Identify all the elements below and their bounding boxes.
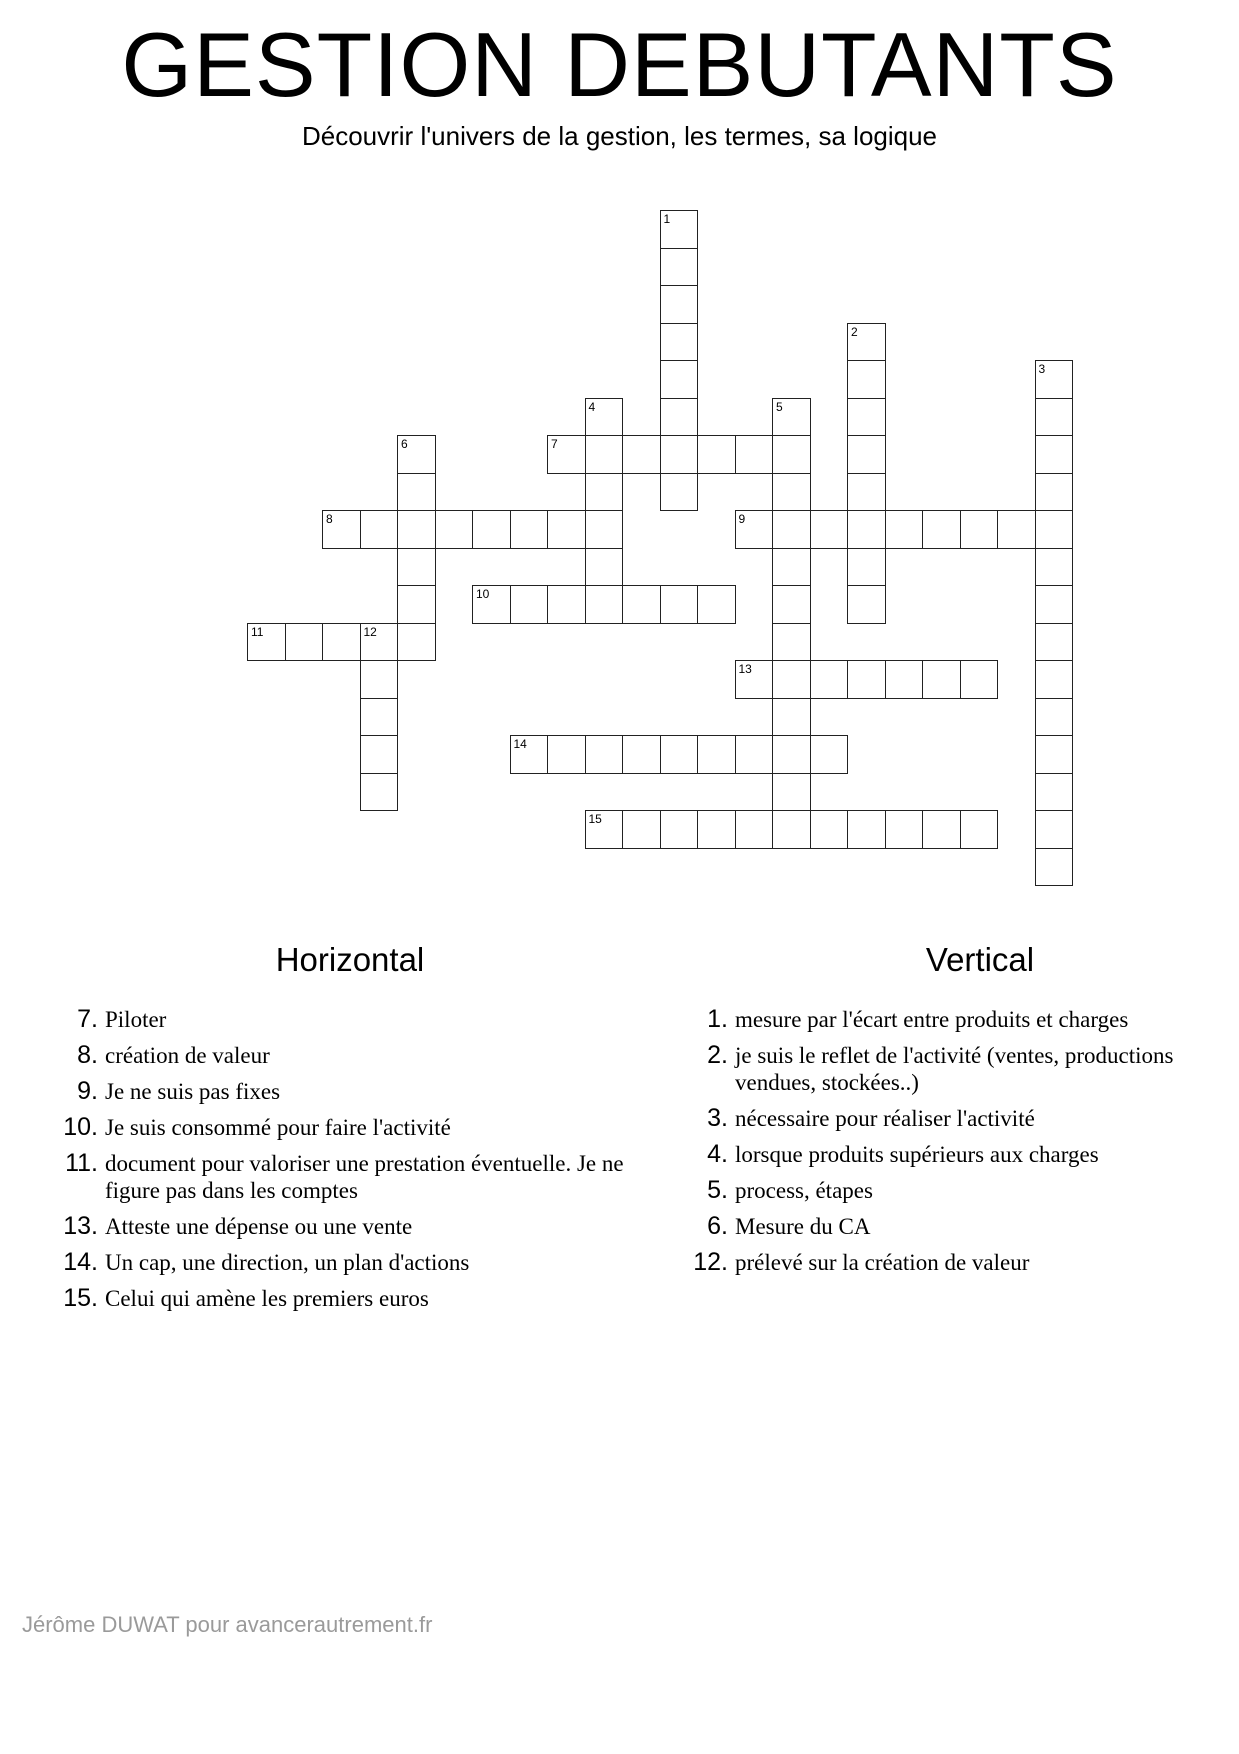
- cell-number: 13: [738, 662, 752, 676]
- crossword-cell[interactable]: [585, 585, 624, 624]
- cell-number: 1: [663, 212, 671, 226]
- crossword-cell[interactable]: [585, 810, 624, 849]
- cell-number: 12: [363, 624, 377, 639]
- clue-text: lorsque produits supérieurs aux charges: [735, 1142, 1099, 1167]
- clue-text: document pour valoriser une prestation éventuelle. Je ne: [105, 1151, 624, 1176]
- crossword-cell[interactable]: [735, 660, 774, 699]
- clue-number: 9.: [77, 1077, 98, 1105]
- clue-text: mesure par l'écart entre produits et charges: [735, 1007, 1129, 1032]
- horizontal-clue: [40, 1042, 680, 1069]
- cell-number: 2: [851, 324, 858, 339]
- clue-text: Je suis consommé pour faire l'activité: [105, 1115, 451, 1140]
- clue-number: 14.: [63, 1248, 98, 1276]
- crossword-cell[interactable]: [735, 435, 774, 474]
- vertical-clue: [670, 1177, 1211, 1204]
- horizontal-heading: Horizontal: [275, 941, 425, 978]
- crossword-cell[interactable]: [510, 510, 549, 549]
- crossword-cell[interactable]: [847, 435, 886, 474]
- clue-text: Un cap, une direction, un plan d'actions: [105, 1250, 470, 1275]
- crossword-cell[interactable]: [547, 585, 586, 624]
- crossword-cell[interactable]: [585, 398, 624, 437]
- cell-number: 9: [738, 512, 746, 526]
- crossword-cell[interactable]: [847, 473, 886, 512]
- clue-text: nécessaire pour réaliser l'activité: [735, 1106, 1035, 1131]
- crossword-cell[interactable]: [697, 585, 736, 624]
- crossword-cell[interactable]: [735, 735, 774, 774]
- cell-number: 3: [1038, 362, 1046, 376]
- horizontal-clue: [40, 1285, 680, 1312]
- crossword-cell[interactable]: [847, 585, 886, 624]
- clue-text: Je ne suis pas fixes: [105, 1079, 281, 1104]
- crossword-cell[interactable]: [397, 548, 436, 587]
- crossword-cell[interactable]: [1035, 698, 1074, 737]
- crossword-cell[interactable]: [847, 398, 886, 437]
- crossword-cell[interactable]: [622, 585, 661, 624]
- vertical-clue: [670, 1042, 1211, 1096]
- cell-number: 5: [776, 399, 783, 414]
- clue-text: Mesure du CA: [735, 1214, 871, 1239]
- clue-number: 6.: [707, 1212, 728, 1240]
- crossword-cell[interactable]: [397, 623, 436, 662]
- clue-text: Piloter: [105, 1007, 167, 1032]
- cell-number: 10: [476, 587, 490, 601]
- horizontal-clue: [40, 1006, 680, 1033]
- crossword-cell[interactable]: [585, 473, 624, 512]
- clue-text: je suis le reflet de l'activité (ventes, productions: [735, 1043, 1174, 1068]
- clue-number: 2.: [707, 1041, 728, 1069]
- crossword-cell[interactable]: [772, 773, 811, 812]
- crossword-cell[interactable]: [1035, 773, 1074, 812]
- crossword-cell[interactable]: [772, 810, 811, 849]
- crossword-cell[interactable]: [772, 585, 811, 624]
- horizontal-clue-list: [40, 1006, 680, 1321]
- clue-number: 13.: [63, 1212, 98, 1240]
- crossword-cell[interactable]: [847, 510, 886, 549]
- crossword-cell[interactable]: [847, 323, 886, 362]
- crossword-cell[interactable]: [1035, 585, 1074, 624]
- crossword-cell[interactable]: [585, 735, 624, 774]
- crossword-cell[interactable]: [922, 810, 961, 849]
- crossword-cell[interactable]: [585, 435, 624, 474]
- clue-text: prélevé sur la création de valeur: [735, 1250, 1030, 1275]
- crossword-cell[interactable]: [772, 473, 811, 512]
- clue-text: vendues, stockées..): [735, 1070, 919, 1095]
- clue-number: 15.: [63, 1284, 98, 1312]
- crossword-cell[interactable]: [247, 623, 286, 662]
- crossword-cell[interactable]: [360, 660, 399, 699]
- clue-number: 5.: [707, 1176, 728, 1204]
- clue-number: 3.: [707, 1104, 728, 1132]
- crossword-cell[interactable]: [472, 510, 511, 549]
- crossword-cell[interactable]: [772, 660, 811, 699]
- crossword-cell[interactable]: [285, 623, 324, 662]
- crossword-cell[interactable]: [510, 735, 549, 774]
- crossword-cell[interactable]: [1035, 473, 1074, 512]
- crossword-cell[interactable]: [697, 735, 736, 774]
- crossword-cell[interactable]: [360, 773, 399, 812]
- crossword-cell[interactable]: [697, 810, 736, 849]
- crossword-cell[interactable]: [772, 698, 811, 737]
- horizontal-clue: [40, 1114, 680, 1141]
- crossword-cell[interactable]: [547, 435, 586, 474]
- horizontal-clue: [40, 1249, 680, 1276]
- cell-number: 7: [551, 437, 558, 451]
- clue-text: Celui qui amène les premiers euros: [105, 1286, 429, 1311]
- crossword-cell[interactable]: [772, 735, 811, 774]
- crossword-cell[interactable]: [660, 398, 699, 437]
- clue-text: process, étapes: [735, 1178, 873, 1203]
- crossword-cell[interactable]: [922, 660, 961, 699]
- crossword-cell[interactable]: [622, 735, 661, 774]
- crossword-cell[interactable]: [772, 510, 811, 549]
- vertical-clue: [670, 1105, 1211, 1132]
- crossword-cell[interactable]: [885, 810, 924, 849]
- crossword-cell[interactable]: [322, 623, 361, 662]
- crossword-cell[interactable]: [735, 810, 774, 849]
- crossword-cell[interactable]: [397, 473, 436, 512]
- crossword-cell[interactable]: [660, 323, 699, 362]
- crossword-cell[interactable]: [360, 623, 399, 662]
- crossword-cell[interactable]: [1035, 848, 1074, 887]
- cell-number: 14: [513, 737, 527, 751]
- crossword-cell[interactable]: [885, 510, 924, 549]
- crossword-cell[interactable]: [660, 585, 699, 624]
- crossword-cell[interactable]: [397, 510, 436, 549]
- crossword-cell[interactable]: [360, 510, 399, 549]
- crossword-cell[interactable]: [735, 510, 774, 549]
- crossword-cell[interactable]: [1035, 435, 1074, 474]
- crossword-cell[interactable]: [1035, 548, 1074, 587]
- crossword-cell[interactable]: [622, 435, 661, 474]
- crossword-cell[interactable]: [1035, 398, 1074, 437]
- crossword-cell[interactable]: [435, 510, 474, 549]
- crossword-cell[interactable]: [960, 510, 999, 549]
- crossword-cell[interactable]: [697, 435, 736, 474]
- crossword-cell[interactable]: [772, 548, 811, 587]
- cell-number: 15: [588, 812, 602, 826]
- crossword-cell[interactable]: [847, 548, 886, 587]
- horizontal-clue: [40, 1150, 680, 1204]
- clue-number: 4.: [707, 1140, 728, 1168]
- crossword-cell[interactable]: [1035, 735, 1074, 774]
- crossword-cell[interactable]: [322, 510, 361, 549]
- crossword-cell[interactable]: [622, 810, 661, 849]
- crossword-cell[interactable]: [547, 735, 586, 774]
- crossword-cell[interactable]: [1035, 660, 1074, 699]
- horizontal-clue: [40, 1213, 680, 1240]
- crossword-cell[interactable]: [360, 698, 399, 737]
- author-credit: Jérôme DUWAT pour avancerautrement.fr: [22, 1612, 433, 1637]
- crossword-cell[interactable]: [660, 285, 699, 324]
- vertical-clue: [670, 1213, 1211, 1240]
- clue-number: 1.: [707, 1006, 728, 1033]
- crossword-cell[interactable]: [772, 435, 811, 474]
- clue-number: 12.: [693, 1248, 728, 1276]
- crossword-cell[interactable]: [360, 735, 399, 774]
- crossword-cell[interactable]: [847, 810, 886, 849]
- crossword-cell[interactable]: [885, 660, 924, 699]
- clue-text: création de valeur: [105, 1043, 270, 1068]
- crossword-cell[interactable]: [960, 660, 999, 699]
- crossword-cell[interactable]: [847, 360, 886, 399]
- cell-number: 4: [588, 399, 596, 414]
- crossword-cell[interactable]: [660, 735, 699, 774]
- clue-text: figure pas dans les comptes: [105, 1178, 358, 1203]
- crossword-cell[interactable]: [472, 585, 511, 624]
- crossword-cell[interactable]: [997, 510, 1036, 549]
- page-subtitle: Découvrir l'univers de la gestion, les termes, sa logique: [301, 121, 938, 151]
- crossword-cell[interactable]: [547, 510, 586, 549]
- crossword-cell[interactable]: [810, 810, 849, 849]
- clue-text: Atteste une dépense ou une vente: [105, 1214, 413, 1239]
- crossword-cell[interactable]: [660, 473, 699, 512]
- page-title: GESTION DEBUTANTS: [121, 15, 1118, 116]
- crossword-cell[interactable]: [810, 510, 849, 549]
- crossword-cell[interactable]: [585, 548, 624, 587]
- crossword-cell[interactable]: [397, 435, 436, 474]
- vertical-clue-list: [670, 1006, 1211, 1285]
- horizontal-clue: [40, 1078, 680, 1105]
- clue-number: 8.: [77, 1041, 98, 1069]
- crossword-cell[interactable]: [772, 398, 811, 437]
- crossword-cell[interactable]: [1035, 623, 1074, 662]
- crossword-cell[interactable]: [585, 510, 624, 549]
- crossword-cell[interactable]: [397, 585, 436, 624]
- cell-number: 11: [251, 624, 264, 639]
- crossword-cell[interactable]: [510, 585, 549, 624]
- cell-number: 6: [401, 437, 408, 451]
- cell-number: 8: [326, 512, 333, 526]
- crossword-cell[interactable]: [1035, 360, 1074, 399]
- vertical-clue: [670, 1249, 1211, 1276]
- crossword-cell[interactable]: [772, 623, 811, 662]
- clue-number: 10.: [63, 1113, 98, 1141]
- crossword-cell[interactable]: [960, 810, 999, 849]
- crossword-cell[interactable]: [660, 360, 699, 399]
- crossword-cell[interactable]: [660, 810, 699, 849]
- crossword-cell[interactable]: [847, 660, 886, 699]
- crossword-cell[interactable]: [660, 210, 699, 249]
- crossword-cell[interactable]: [660, 248, 699, 287]
- crossword-cell[interactable]: [922, 510, 961, 549]
- crossword-cell[interactable]: [660, 435, 699, 474]
- crossword-cell[interactable]: [810, 735, 849, 774]
- crossword-cell[interactable]: [1035, 510, 1074, 549]
- crossword-cell[interactable]: [1035, 810, 1074, 849]
- crossword-cell[interactable]: [810, 660, 849, 699]
- clue-number: 7.: [77, 1005, 98, 1033]
- vertical-heading: Vertical: [925, 941, 1035, 978]
- vertical-clue: [670, 1006, 1211, 1033]
- vertical-clue: [670, 1141, 1211, 1168]
- clue-number: 11.: [65, 1149, 98, 1177]
